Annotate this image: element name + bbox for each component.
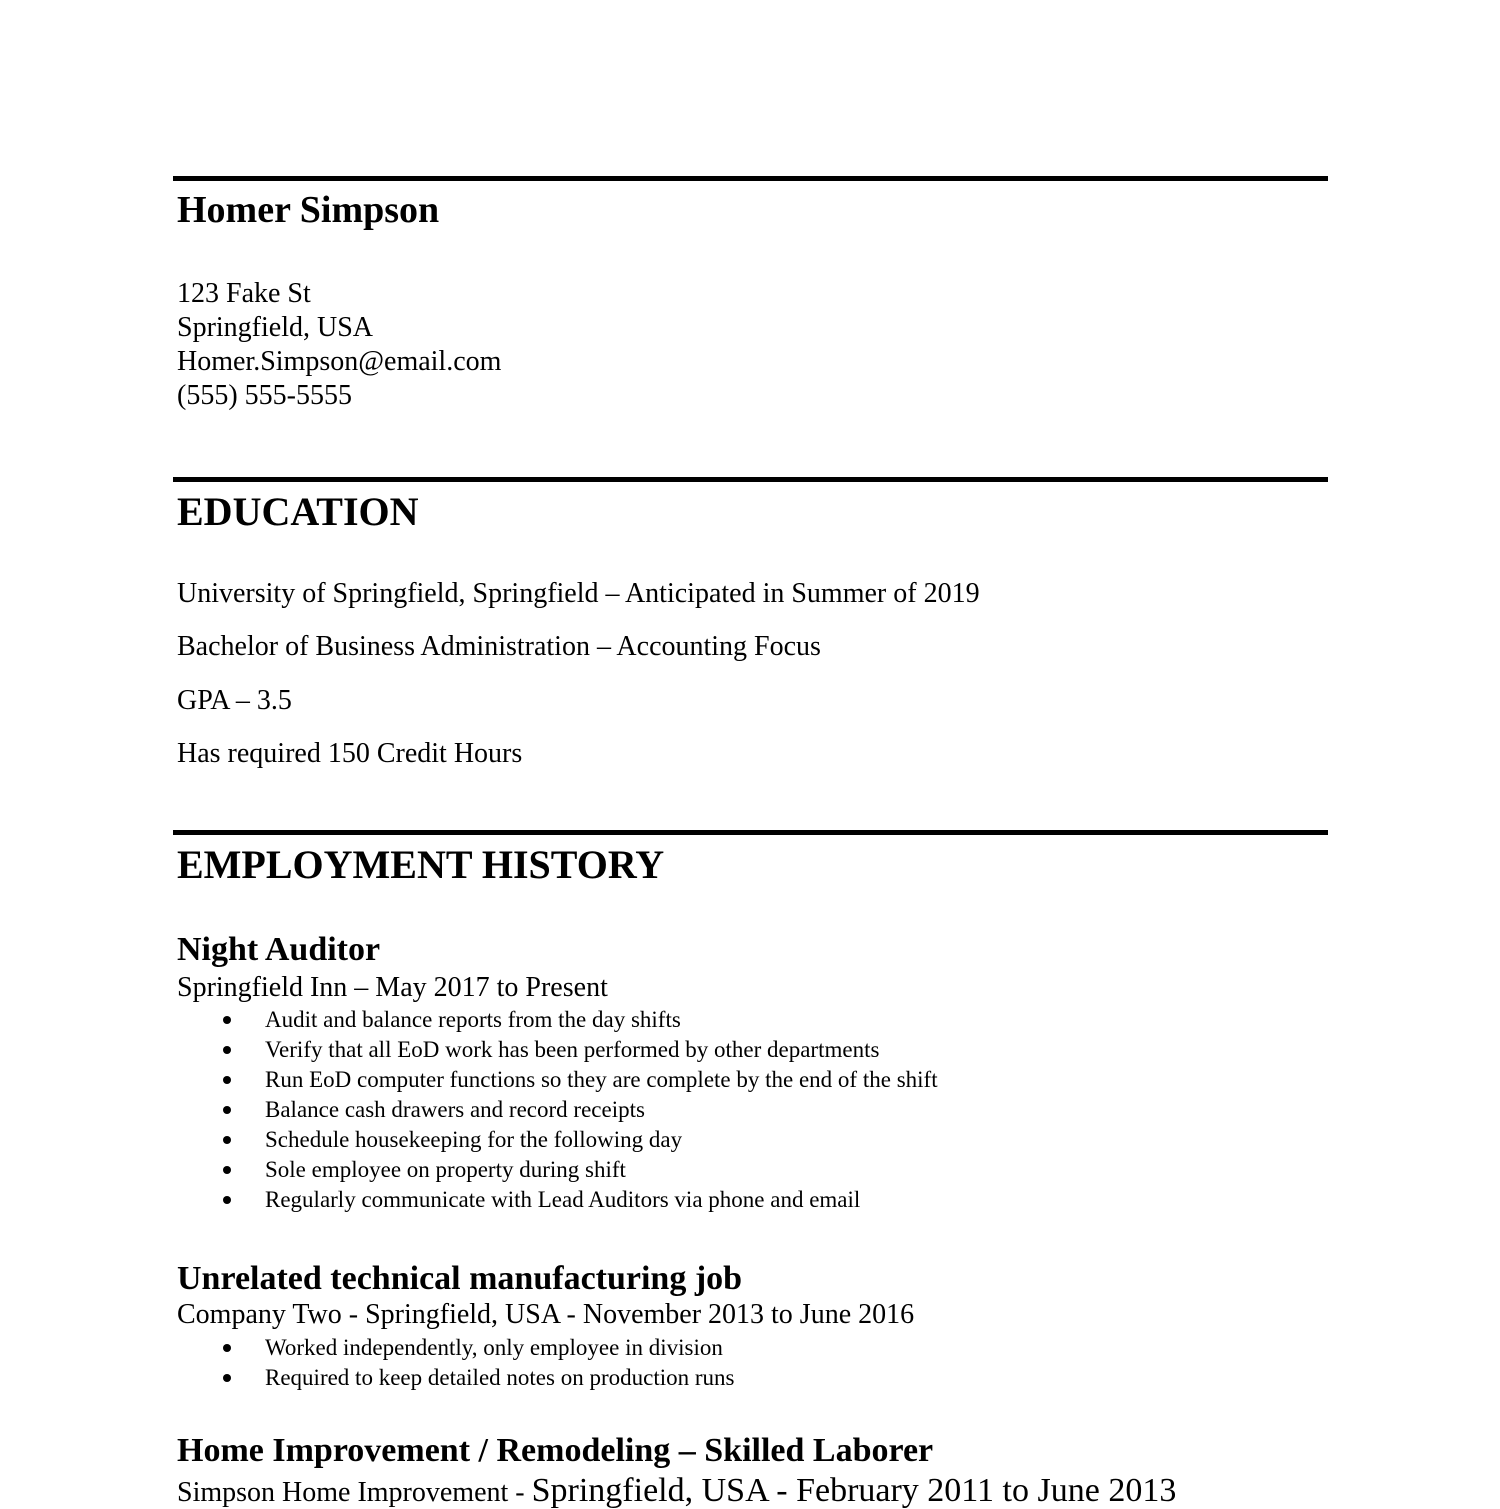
bullet-icon xyxy=(223,1106,231,1114)
employment-heading: EMPLOYMENT HISTORY xyxy=(177,842,665,887)
list-item: Schedule housekeeping for the following day xyxy=(220,1125,938,1155)
job-meta: Springfield Inn – May 2017 to Present xyxy=(177,972,608,1003)
list-item: Worked independently, only employee in division xyxy=(220,1333,734,1363)
employment-rule xyxy=(173,830,1328,835)
bullet-icon xyxy=(223,1344,231,1352)
list-item: Balance cash drawers and record receipts xyxy=(220,1095,938,1125)
job-bullet-list xyxy=(220,1333,734,1393)
header-rule xyxy=(173,176,1328,181)
bullet-icon xyxy=(223,1016,231,1024)
education-heading: EDUCATION xyxy=(177,489,419,534)
education-gpa: GPA – 3.5 xyxy=(177,685,292,716)
address-line-2: Springfield, USA xyxy=(177,312,373,343)
bullet-icon xyxy=(223,1196,231,1204)
job-title: Night Auditor xyxy=(177,931,381,968)
list-item: Sole employee on property during shift xyxy=(220,1155,938,1185)
resume-name: Homer Simpson xyxy=(177,189,440,231)
bullet-icon xyxy=(223,1374,231,1382)
education-rule xyxy=(173,477,1328,482)
list-item: Verify that all EoD work has been performed by other departments xyxy=(220,1035,938,1065)
education-degree: Bachelor of Business Administration – Accounting Focus xyxy=(177,631,821,662)
list-item: Audit and balance reports from the day shifts xyxy=(220,1005,938,1035)
job-meta: Company Two - Springfield, USA - November 2013 to June 2016 xyxy=(177,1299,915,1330)
job-title: Home Improvement / Remodeling – Skilled Laborer xyxy=(177,1432,934,1469)
education-school: University of Springfield, Springfield – Anticipated in Summer of 2019 xyxy=(177,578,980,609)
address-line-1: 123 Fake St xyxy=(177,278,311,309)
education-credits: Has required 150 Credit Hours xyxy=(177,738,523,769)
job-meta: Simpson Home Improvement - Springfield, USA - February 2011 to June 2013 xyxy=(177,1472,1177,1509)
email: Homer.Simpson@email.com xyxy=(177,346,502,377)
list-item: Regularly communicate with Lead Auditors via phone and email xyxy=(220,1185,938,1215)
bullet-icon xyxy=(223,1046,231,1054)
phone: (555) 555-5555 xyxy=(177,380,352,411)
bullet-icon xyxy=(223,1166,231,1174)
list-item: Required to keep detailed notes on production runs xyxy=(220,1363,734,1393)
bullet-icon xyxy=(223,1076,231,1084)
list-item: Run EoD computer functions so they are complete by the end of the shift xyxy=(220,1065,938,1095)
bullet-icon xyxy=(223,1136,231,1144)
job-title: Unrelated technical manufacturing job xyxy=(177,1260,743,1297)
job-bullet-list xyxy=(220,1005,938,1215)
